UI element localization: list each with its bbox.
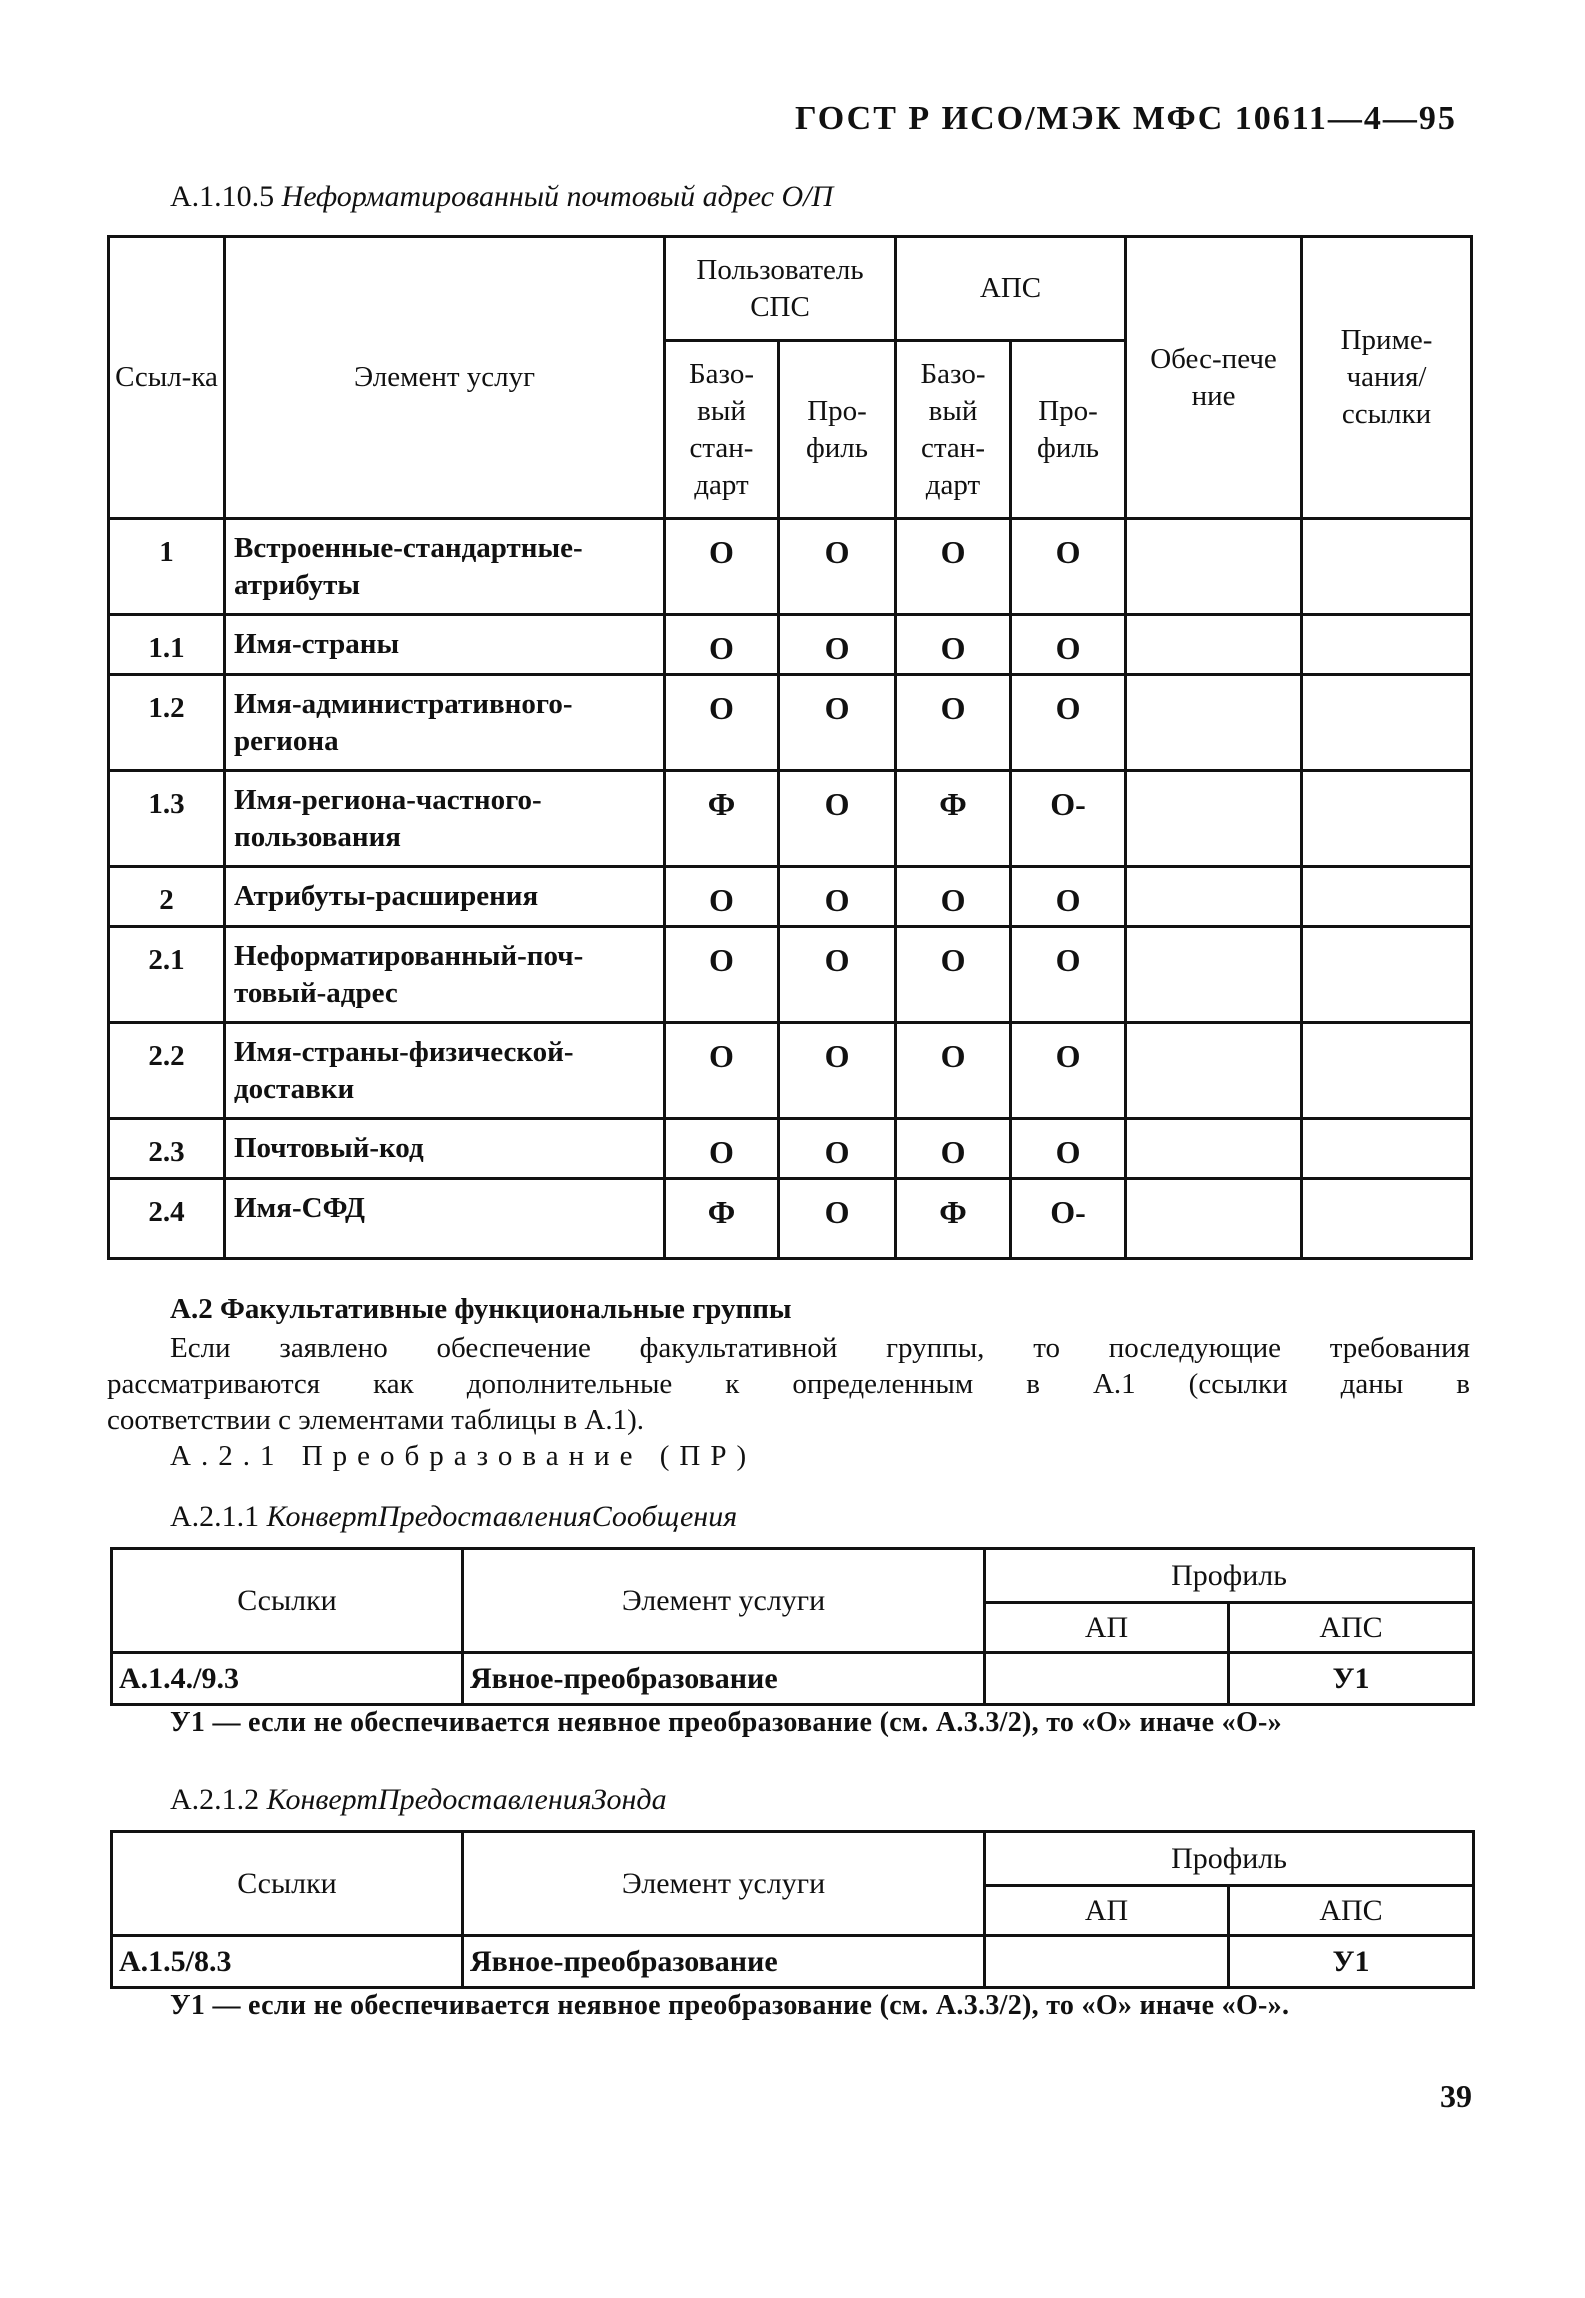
table-row xyxy=(109,867,1472,927)
row-element: Явное-преобразование xyxy=(463,1653,985,1705)
aps-profile-value: О xyxy=(1011,675,1126,771)
footnote-u1: У1 — если не обеспечивается неявное преобразование (см. А.3.3/2), то «О» иначе «О-». xyxy=(170,1990,1290,2021)
aps-base-std-value: О xyxy=(896,675,1011,771)
table-row xyxy=(109,1119,1472,1179)
table-row xyxy=(109,771,1472,867)
row-ref: 1.3 xyxy=(109,771,225,867)
aps-base-std-value: О xyxy=(896,1023,1011,1119)
aps-profile-value: О- xyxy=(1011,771,1126,867)
aps-base-std-value: О xyxy=(896,615,1011,675)
table-row xyxy=(109,615,1472,675)
col-header-profile: Профиль xyxy=(985,1549,1474,1603)
table-row xyxy=(109,1023,1472,1119)
table-row xyxy=(112,1936,1474,1988)
col-header-user-base-std: Базо-вый стан-дарт xyxy=(665,341,779,519)
probe-submission-envelope-table xyxy=(110,1830,1475,1989)
page-header: ГОСТ Р ИСО/МЭК МФС 10611—4—95 xyxy=(795,100,1457,137)
section-title: КонвертПредоставленияСообщения xyxy=(266,1500,738,1533)
section-a2-line-2: рассматриваются как дополнительные к определенным в А.1 (ссылки даны в xyxy=(107,1368,1470,1400)
table-row xyxy=(109,675,1472,771)
user-base-std-value: Ф xyxy=(665,771,779,867)
row-ref: 2 xyxy=(109,867,225,927)
notes-cell xyxy=(1302,675,1472,771)
col-header-user-profile: Про-филь xyxy=(779,341,896,519)
ap-value xyxy=(985,1653,1229,1705)
col-header-aps-profile: Про-филь xyxy=(1011,341,1126,519)
row-element: Имя-страны-физической-доставки xyxy=(225,1023,665,1119)
aps-base-std-value: О xyxy=(896,519,1011,615)
footnote-u1: У1 — если не обеспечивается неявное преобразование (см. А.3.3/2), то «О» иначе «О-» xyxy=(170,1707,1282,1738)
notes-cell xyxy=(1302,867,1472,927)
section-a2-line-1: Если заявлено обеспечение факультативной группы, то последующие требования xyxy=(170,1332,1470,1364)
user-profile-value: О xyxy=(779,927,896,1023)
user-profile-value: О xyxy=(779,1179,896,1259)
aps-value: У1 xyxy=(1229,1936,1474,1988)
support-cell xyxy=(1126,675,1302,771)
notes-cell xyxy=(1302,519,1472,615)
aps-profile-value: О xyxy=(1011,1023,1126,1119)
section-number: А.1.10.5 xyxy=(170,180,275,213)
section-a212-caption xyxy=(170,1783,667,1817)
section-title: Неформатированный почтовый адрес О/П xyxy=(281,180,834,213)
table-row xyxy=(109,927,1472,1023)
user-profile-value: О xyxy=(779,1023,896,1119)
aps-base-std-value: О xyxy=(896,927,1011,1023)
section-a2-line-3: соответствии с элементами таблицы в А.1). xyxy=(107,1404,644,1436)
col-header-element: Элемент услуги xyxy=(463,1549,985,1653)
user-base-std-value: О xyxy=(665,615,779,675)
aps-profile-value: О xyxy=(1011,927,1126,1023)
user-base-std-value: О xyxy=(665,675,779,771)
col-header-ap: АП xyxy=(985,1886,1229,1936)
user-base-std-value: Ф xyxy=(665,1179,779,1259)
col-header-aps: АПС xyxy=(1229,1886,1474,1936)
section-a2-title: А.2 Факультативные функциональные группы xyxy=(170,1293,792,1325)
user-profile-value: О xyxy=(779,867,896,927)
user-base-std-value: О xyxy=(665,519,779,615)
aps-profile-value: О xyxy=(1011,1119,1126,1179)
user-base-std-value: О xyxy=(665,1119,779,1179)
table-row xyxy=(109,519,1472,615)
support-cell xyxy=(1126,519,1302,615)
notes-cell xyxy=(1302,615,1472,675)
notes-cell xyxy=(1302,1023,1472,1119)
col-header-profile: Профиль xyxy=(985,1832,1474,1886)
support-cell xyxy=(1126,867,1302,927)
aps-base-std-value: Ф xyxy=(896,771,1011,867)
col-header-user-sps: Пользователь СПС xyxy=(665,237,896,341)
page-number: 39 xyxy=(1440,2078,1472,2114)
support-cell xyxy=(1126,1179,1302,1259)
aps-profile-value: О xyxy=(1011,867,1126,927)
section-number: А.2.1.2 xyxy=(170,1783,260,1816)
row-element: Встроенные-стандартные-атрибуты xyxy=(225,519,665,615)
aps-base-std-value: О xyxy=(896,867,1011,927)
support-cell xyxy=(1126,927,1302,1023)
subsection-title: А.2.1 Преобразование (ПР) xyxy=(170,1440,757,1472)
section-a1105-caption xyxy=(170,180,833,214)
user-profile-value: О xyxy=(779,1119,896,1179)
col-header-element: Элемент услуги xyxy=(463,1832,985,1936)
user-base-std-value: О xyxy=(665,927,779,1023)
col-header-element: Элемент услуг xyxy=(225,237,665,519)
notes-cell xyxy=(1302,771,1472,867)
row-ref: 1 xyxy=(109,519,225,615)
col-header-ap: АП xyxy=(985,1603,1229,1653)
table-row xyxy=(109,1179,1472,1259)
aps-profile-value: О xyxy=(1011,519,1126,615)
notes-cell xyxy=(1302,927,1472,1023)
aps-value: У1 xyxy=(1229,1653,1474,1705)
col-header-ref: Ссыл-ка xyxy=(109,237,225,519)
aps-profile-value: О xyxy=(1011,615,1126,675)
user-profile-value: О xyxy=(779,675,896,771)
user-profile-value: О xyxy=(779,771,896,867)
row-element: Имя-административного-региона xyxy=(225,675,665,771)
col-header-refs: Ссылки xyxy=(112,1549,463,1653)
row-ref: 2.1 xyxy=(109,927,225,1023)
table-row xyxy=(112,1653,1474,1705)
aps-base-std-value: Ф xyxy=(896,1179,1011,1259)
row-ref: 2.3 xyxy=(109,1119,225,1179)
row-element: Имя-страны xyxy=(225,615,665,675)
col-header-aps-base-std: Базо-вый стан-дарт xyxy=(896,341,1011,519)
row-element: Имя-региона-частного-пользования xyxy=(225,771,665,867)
ap-value xyxy=(985,1936,1229,1988)
user-profile-value: О xyxy=(779,519,896,615)
col-header-support: Обес-пече ние xyxy=(1126,237,1302,519)
row-ref: А.1.4./9.3 xyxy=(112,1653,463,1705)
support-cell xyxy=(1126,1119,1302,1179)
section-number: А.2.1.1 xyxy=(170,1500,260,1533)
col-header-notes: Приме-чания/ ссылки xyxy=(1302,237,1472,519)
service-elements-table xyxy=(107,235,1473,1260)
notes-cell xyxy=(1302,1119,1472,1179)
notes-cell xyxy=(1302,1179,1472,1259)
section-title: КонвертПредоставленияЗонда xyxy=(266,1783,667,1816)
user-base-std-value: О xyxy=(665,867,779,927)
row-element: Атрибуты-расширения xyxy=(225,867,665,927)
user-profile-value: О xyxy=(779,615,896,675)
message-submission-envelope-table xyxy=(110,1547,1475,1706)
col-header-aps: АПС xyxy=(1229,1603,1474,1653)
support-cell xyxy=(1126,615,1302,675)
aps-profile-value: О- xyxy=(1011,1179,1126,1259)
row-element: Неформатированный-поч-товый-адрес xyxy=(225,927,665,1023)
row-ref: А.1.5/8.3 xyxy=(112,1936,463,1988)
col-header-refs: Ссылки xyxy=(112,1832,463,1936)
row-ref: 1.2 xyxy=(109,675,225,771)
row-ref: 2.4 xyxy=(109,1179,225,1259)
row-ref: 2.2 xyxy=(109,1023,225,1119)
row-ref: 1.1 xyxy=(109,615,225,675)
row-element: Явное-преобразование xyxy=(463,1936,985,1988)
support-cell xyxy=(1126,771,1302,867)
row-element: Почтовый-код xyxy=(225,1119,665,1179)
support-cell xyxy=(1126,1023,1302,1119)
section-a211-caption xyxy=(170,1500,737,1534)
row-element: Имя-СФД xyxy=(225,1179,665,1259)
aps-base-std-value: О xyxy=(896,1119,1011,1179)
col-header-aps: АПС xyxy=(896,237,1126,341)
user-base-std-value: О xyxy=(665,1023,779,1119)
